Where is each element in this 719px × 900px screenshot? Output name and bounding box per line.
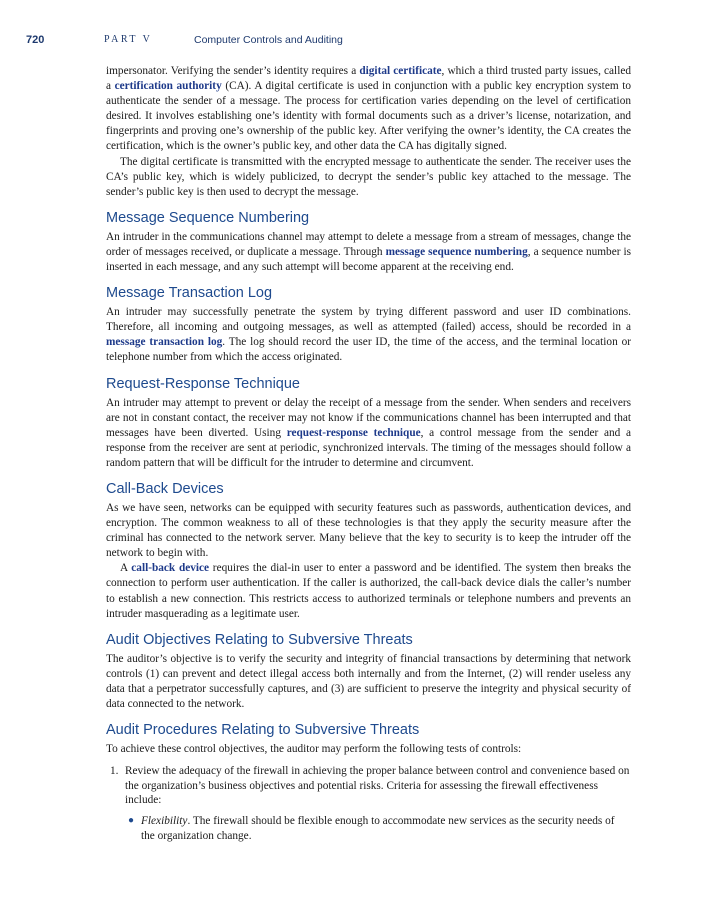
criteria-list xyxy=(125,814,631,843)
heading-message-transaction-log: Message Transaction Log xyxy=(106,285,273,302)
bullet-icon: ● xyxy=(128,814,135,826)
paragraph-transaction-log xyxy=(106,305,631,365)
text-run: , a control message from the sender and a response from the receiver are sent at periodic, synchronized intervals. The timing of the messages should follow a random pattern that will be difficult for the intruder to determine and circumvent. xyxy=(106,426,631,469)
heading-request-response-technique: Request-Response Technique xyxy=(106,375,301,392)
paragraph-audit-procedures-intro: To achieve these control objectives, the auditor may perform the following tests of controls: xyxy=(106,743,522,756)
heading-audit-procedures: Audit Procedures Relating to Subversive Threats xyxy=(106,722,420,739)
text-run: , a sequence number is inserted in each message, and any such attempt will become apparent at the receiving end. xyxy=(106,245,632,274)
heading-message-sequence-numbering: Message Sequence Numbering xyxy=(106,209,310,226)
paragraph-audit-objectives: The auditor’s objective is to verify the security and integrity of financial transactions by determining that network controls (1) can prevent and detect illegal access both internally and from the Internet, (2) will render useless any data that a perpetrator successfully captures, and (3) are sufficient to preserve the integrity and physical security of data connected to the network. xyxy=(106,652,631,710)
heading-call-back-devices: Call-Back Devices xyxy=(106,480,224,497)
paragraph-message-sequence xyxy=(106,230,631,275)
term-call-back-device: call-back device xyxy=(131,562,210,575)
text-run: A xyxy=(120,562,132,575)
text-run: An intruder may attempt to prevent or delay the receipt of a message from the sender. When senders and receivers are not in constant contact, the receiver may not know if the communications channel has been interrupted and that messages have been diverted. Using xyxy=(106,396,631,439)
term-message-transaction-log: message transaction log xyxy=(106,336,223,349)
paragraph-digital-certificate xyxy=(106,64,631,155)
list-item xyxy=(125,814,631,843)
paragraph-certificate-transmission: The digital certificate is transmitted with the encrypted message to authenticate the sender. The receiver uses the CA’s public key, which is widely publicized, to decrypt the sender’s public key attached to the message. The sender’s public key is then used to decrypt the message. xyxy=(106,155,631,198)
page-number: 720 xyxy=(26,34,45,46)
term-certification-authority: certification authority xyxy=(114,80,222,93)
term-request-response-technique: request-response technique xyxy=(286,426,421,439)
text-run: . The log should record the user ID, the time of the access, and the terminal location or telephone number from which the access originated. xyxy=(106,336,631,364)
paragraph-call-back-2 xyxy=(106,561,631,621)
paragraph-call-back-1: As we have seen, networks can be equipped with security features such as passwords, authentication devices, and encryption. The common weakness to all of these technologies is that they apply the security measure after the criminal has connected to the network server. Many believe that the key to security is to keep the intruder off the network to begin with. xyxy=(106,501,631,560)
part-label: PART V xyxy=(104,34,153,45)
list-item xyxy=(106,764,631,843)
running-header xyxy=(0,34,719,50)
list-number: 1. xyxy=(110,765,119,778)
tests-of-controls-list xyxy=(106,764,631,843)
chapter-title: Computer Controls and Auditing xyxy=(194,34,343,46)
text-run: , which a third trusted party issues, called a xyxy=(106,65,631,93)
term-message-sequence-numbering: message sequence numbering xyxy=(385,245,528,258)
heading-audit-objectives: Audit Objectives Relating to Subversive Threats xyxy=(106,631,413,648)
bullet-text: . The firewall should be flexible enough to accommodate new services as the security needs of the organization change. xyxy=(141,814,615,842)
text-run: requires the dial-in user to enter a password and be identified. The system then breaks the connection to perform user authentication. If the caller is authorized, the call-back device dials the caller’s number to establish a new connection. This restricts access to authorized terminals or telephone numbers and prevents an intruder masquerading as a legitimate user. xyxy=(106,562,631,620)
text-run: An intruder may successfully penetrate the system by trying different password and user ID combinations. Therefore, all incoming and outgoing messages, as well as attempted (failed) access, should be recorded in a xyxy=(106,306,631,334)
list-item-text: Review the adequacy of the firewall in achieving the proper balance between control and convenience based on the organization’s business objectives and potential risks. Criteria for assessing the firewall effectiveness include: xyxy=(125,765,630,807)
term-digital-certificate: digital certificate xyxy=(359,65,442,77)
text-run: An intruder in the communications channel may attempt to delete a message from a stream of messages, change the order of messages received, or duplicate a message. Through xyxy=(106,230,631,258)
text-run: impersonator. Verifying the sender’s identity requires a xyxy=(106,65,360,77)
paragraph-request-response xyxy=(106,396,631,471)
text-run: (CA). A digital certificate is used in conjunction with a public key encryption system to authenticate the sender of a message. The process for certification varies depending on the level of certification desired. It involves establishing one’s identity with formal documents such as a driver’s license, notarization, and fingerprints and proving one’s ownership of the public key. After verifying the owner’s identity, the CA creates the certification, which is the owner’s public key, and other data the CA has digitally signed. xyxy=(106,80,631,153)
body-content xyxy=(106,64,631,843)
bullet-label: Flexibility xyxy=(141,814,188,827)
